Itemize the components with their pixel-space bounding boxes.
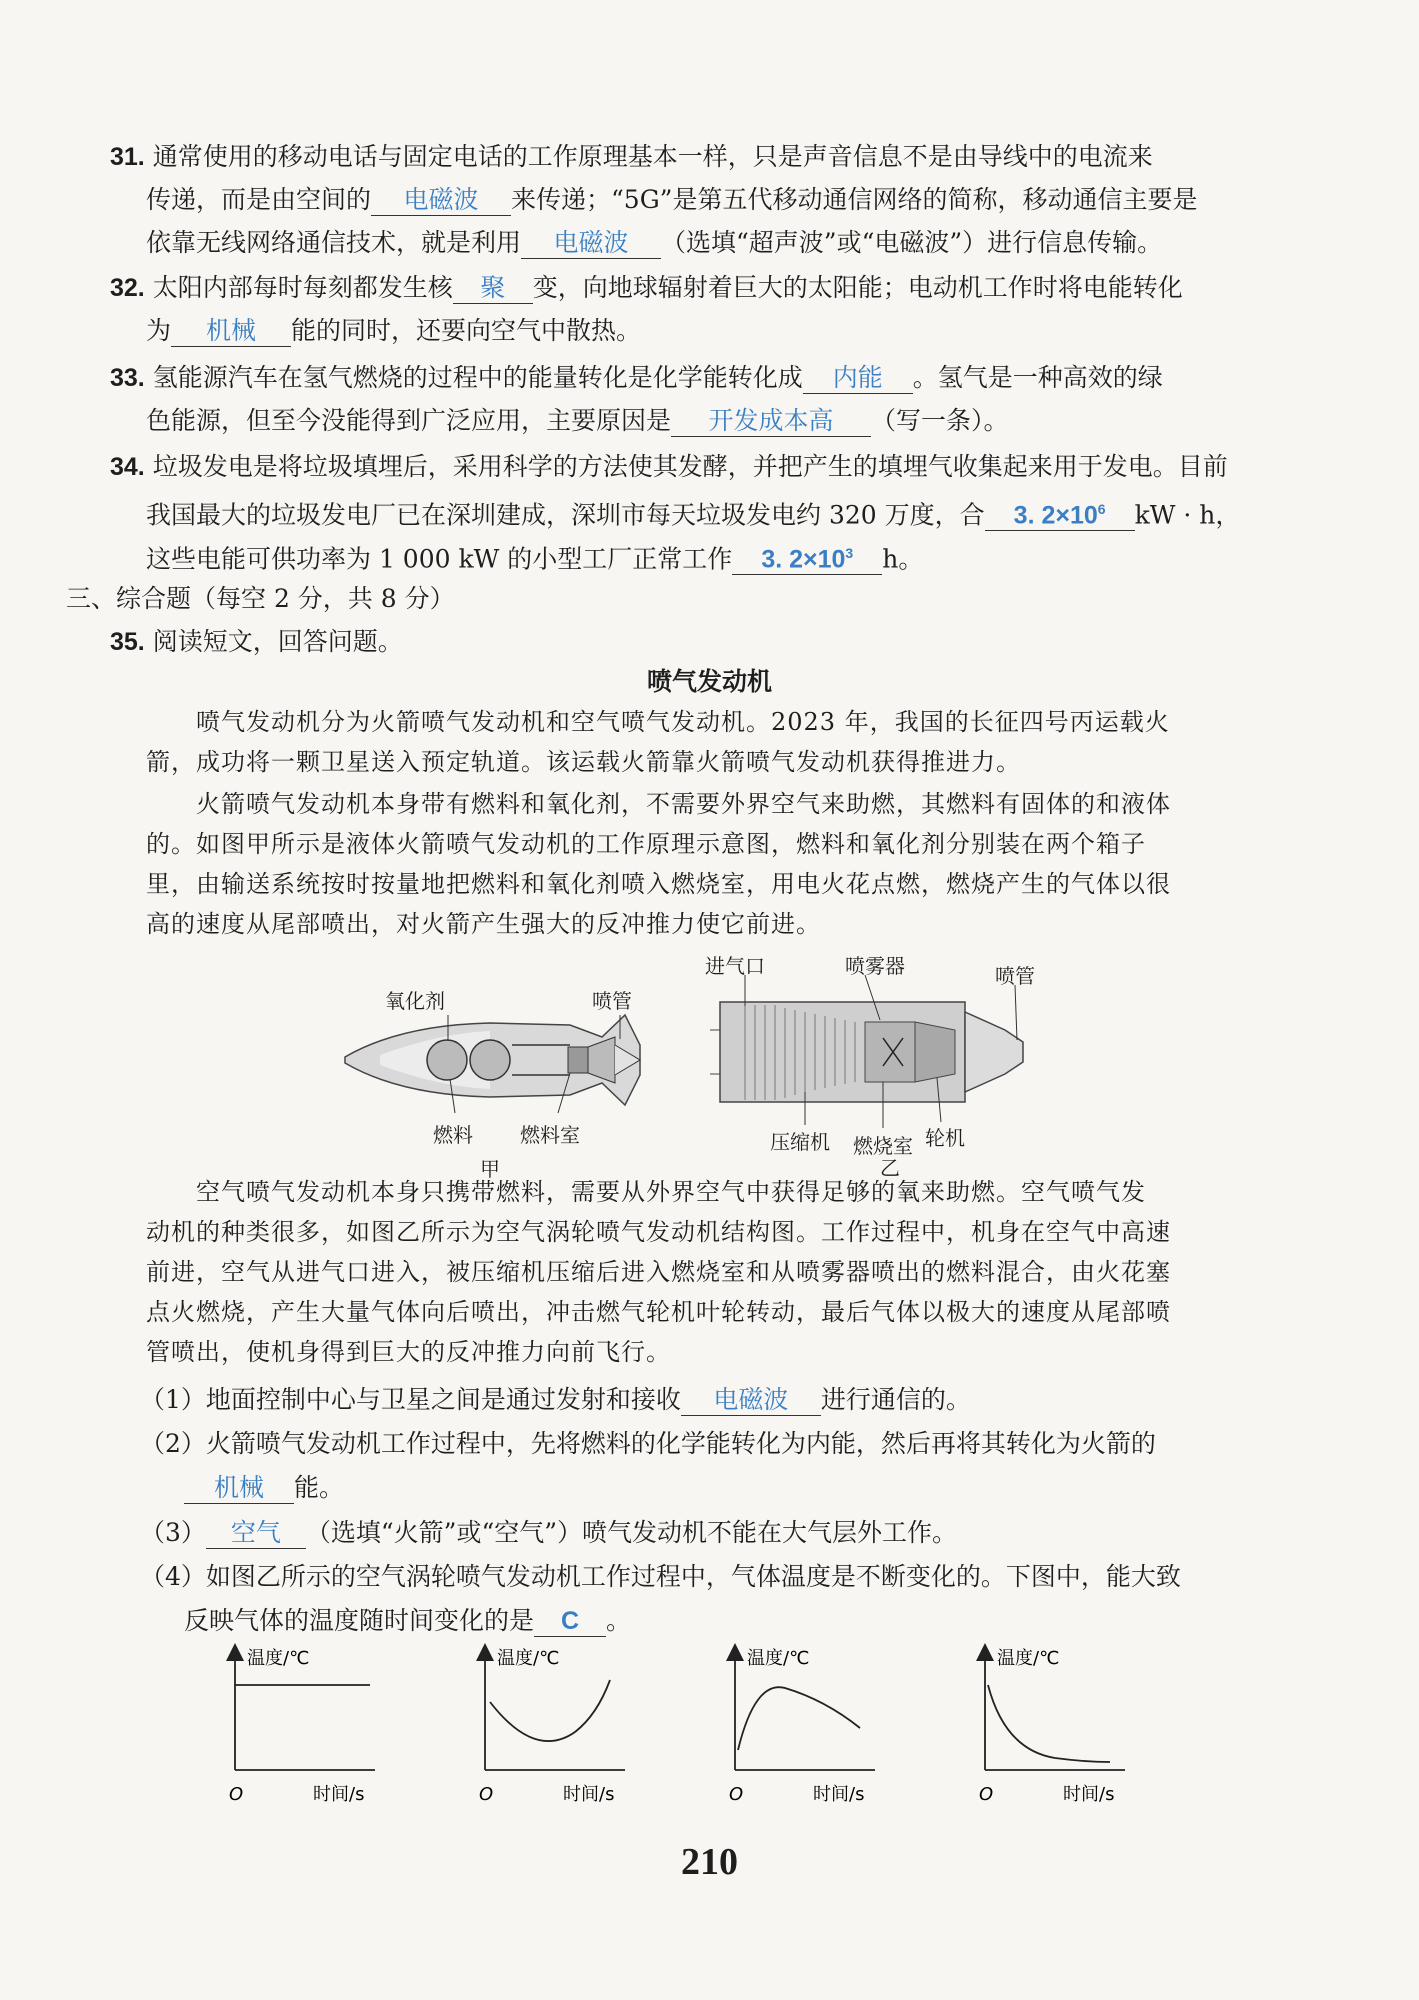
q32-answer1[interactable]: 聚	[453, 273, 533, 304]
q32-text2b: 能的同时，还要向空气中散热。	[291, 316, 642, 345]
graph-a-ylabel: 温度/℃	[247, 1648, 310, 1669]
para2-line4: 高的速度从尾部喷出，对火箭产生强大的反冲推力使它前进。	[146, 910, 821, 938]
q31-number: 31.	[110, 143, 145, 171]
q34-answer1-exponent: 6	[1097, 501, 1106, 517]
q31-text2b: 来传递；“5G”是第五代移动通信网络的简称，移动通信主要是	[511, 185, 1198, 214]
q33-text2b: （写一条）。	[871, 406, 1009, 435]
sub1-answer[interactable]: 电磁波	[681, 1385, 821, 1416]
para2-line3: 里，由输送系统按时按量地把燃料和氧化剂喷入燃烧室，用电火花点燃，燃烧产生的气体以很	[146, 870, 1171, 898]
figure-rocket	[340, 985, 700, 1181]
graph-a	[229, 1648, 375, 1805]
label-sprayer: 喷雾器	[845, 954, 905, 978]
q34-number: 34.	[110, 453, 145, 481]
q34-text2b: kW · h，	[1134, 500, 1241, 530]
graph-c-curve	[738, 1687, 860, 1750]
q32-text1b: 变，向地球辐射着巨大的太阳能；电动机工作时将电能转化	[532, 273, 1183, 302]
q32-number: 32.	[110, 274, 145, 302]
section-heading: 三、综合题（每空 2 分，共 8 分）	[66, 584, 455, 613]
caption-yi: 乙	[880, 1156, 900, 1180]
q34-answer1-base: 3. 2×10	[1013, 501, 1098, 530]
q34-text3b: h。	[882, 544, 924, 574]
sub-question-2-cont	[184, 1471, 344, 1505]
graph-d-xlabel: 时间/s	[1063, 1784, 1115, 1805]
article-paragraph-2	[146, 784, 1276, 944]
q31-answer2[interactable]: 电磁波	[521, 228, 661, 259]
article-title: 喷气发动机	[646, 667, 772, 696]
sub2-answer[interactable]: 机械	[184, 1473, 294, 1504]
q31-text3b: （选填“超声波”或“电磁波”）进行信息传输。	[661, 228, 1163, 257]
sub2-text-a: （2）火箭喷气发动机工作过程中，先将燃料的化学能转化为内能，然后再将其转化为火箭的	[140, 1429, 1156, 1458]
para2-line2: 的。如图甲所示是液体火箭喷气发动机的工作原理示意图，燃料和氧化剂分别装在两个箱子	[146, 830, 1146, 858]
q34-answer2-exponent: 3	[845, 545, 854, 561]
q31-text2a: 传递，而是由空间的	[146, 185, 372, 214]
sub4-text-b: 反映气体的温度随时间变化的是	[184, 1606, 535, 1635]
sub3-answer[interactable]: 空气	[206, 1518, 306, 1549]
q32-text2a: 为	[146, 316, 172, 345]
q31-line2	[146, 183, 1197, 217]
q34-answer2-base: 3. 2×10	[761, 545, 846, 574]
graph-b-curve	[490, 1680, 610, 1741]
sub4-text-a: （4）如图乙所示的空气涡轮喷气发动机工作过程中，气体温度是不断变化的。下图中，能大致	[140, 1562, 1181, 1591]
article-paragraph-1	[146, 702, 1276, 782]
sub3-text-b: （选填“火箭”或“空气”）喷气发动机不能在大气层外工作。	[305, 1518, 958, 1547]
q33-text1a: 氢能源汽车在氢气燃烧的过程中的能量转化是化学能转化成	[152, 363, 803, 392]
sub1-text-a: （1）地面控制中心与卫星之间是通过发射和接收	[140, 1385, 681, 1414]
sub4-text-c: 。	[606, 1606, 632, 1635]
graph-c-ylabel: 温度/℃	[747, 1648, 810, 1669]
q31-line1	[110, 140, 1153, 174]
q31-text3a: 依靠无线网络通信技术，就是利用	[146, 228, 522, 257]
sub-question-3	[140, 1516, 957, 1550]
label-rocket-nozzle: 喷管	[592, 989, 632, 1013]
graph-b-xlabel: 时间/s	[563, 1784, 615, 1805]
para3-line3: 前进，空气从进气口进入，被压缩机压缩后进入燃烧室和从喷雾器喷出的燃料混合，由火花塞	[146, 1258, 1171, 1286]
graph-a-origin: O	[229, 1784, 244, 1805]
q35-number: 35.	[110, 628, 145, 656]
graph-c	[729, 1648, 875, 1805]
q32-text1a: 太阳内部每时每刻都发生核	[152, 273, 453, 302]
q32-line2	[146, 314, 641, 348]
label-compressor: 压缩机	[770, 1130, 830, 1154]
graph-b-origin: O	[479, 1784, 494, 1805]
q33-line1	[110, 361, 1163, 395]
sub3-text-a: （3）	[140, 1518, 206, 1547]
q32-answer2[interactable]: 机械	[171, 316, 291, 347]
para3-line2: 动机的种类很多，如图乙所示为空气涡轮喷气发动机结构图。工作过程中，机身在空气中高速	[146, 1218, 1171, 1246]
figure-turbojet	[705, 950, 1065, 1180]
q34-text2a: 我国最大的垃圾发电厂已在深圳建成，深圳市每天垃圾发电约 320 万度，合	[146, 500, 985, 530]
article-paragraph-3	[146, 1172, 1276, 1372]
graph-b-ylabel: 温度/℃	[497, 1648, 560, 1669]
q34-line1	[110, 450, 1228, 484]
q34-answer1[interactable]	[985, 494, 1135, 531]
para2-line1: 火箭喷气发动机本身带有燃料和氧化剂，不需要外界空气来助燃，其燃料有固体的和液体	[196, 790, 1171, 818]
q35-line1	[110, 625, 403, 659]
q33-line2	[146, 404, 1009, 438]
q33-text1b: 。氢气是一种高效的绿	[912, 363, 1163, 392]
sub2-text-b: 能。	[294, 1473, 345, 1502]
sub1-text-b: 进行通信的。	[820, 1385, 971, 1414]
q34-line3	[146, 538, 923, 576]
para3-line4: 点火燃烧，产生大量气体向后喷出，冲击燃气轮机叶轮转动，最后气体以极大的速度从尾部喷	[146, 1298, 1171, 1326]
q34-answer2[interactable]	[732, 538, 882, 575]
sub-question-4	[140, 1560, 1181, 1594]
label-fuel: 燃料	[433, 1123, 473, 1147]
page-number: 210	[681, 1841, 738, 1883]
graph-a-xlabel: 时间/s	[313, 1784, 365, 1805]
q32-line1	[110, 271, 1183, 305]
label-fuel-chamber: 燃料室	[520, 1123, 580, 1147]
label-combustion-chamber: 燃烧室	[853, 1134, 913, 1158]
sub-question-2	[140, 1427, 1156, 1461]
para3-line1: 空气喷气发动机本身只携带燃料，需要从外界空气中获得足够的氧来助燃。空气喷气发	[196, 1178, 1146, 1206]
q31-answer1[interactable]: 电磁波	[371, 185, 511, 216]
label-air-intake: 进气口	[705, 954, 765, 978]
sub-question-4-cont	[184, 1604, 631, 1638]
graph-d-curve	[988, 1685, 1110, 1762]
graph-c-xlabel: 时间/s	[813, 1784, 865, 1805]
q34-text1: 垃圾发电是将垃圾填埋后，采用科学的方法使其发酵，并把产生的填埋气收集起来用于发电。目前	[152, 452, 1228, 481]
q33-answer1[interactable]: 内能	[803, 363, 913, 394]
option-graphs	[225, 1640, 1225, 1810]
q33-number: 33.	[110, 364, 145, 392]
para1-line2: 箭，成功将一颗卫星送入预定轨道。该运载火箭靠火箭喷气发动机获得推进力。	[146, 748, 1021, 776]
graph-d-origin: O	[979, 1784, 994, 1805]
q35-prompt: 阅读短文，回答问题。	[152, 627, 403, 656]
para3-line5: 管喷出，使机身得到巨大的反冲推力向前飞行。	[146, 1338, 671, 1366]
q31-text1: 通常使用的移动电话与固定电话的工作原理基本一样，只是声音信息不是由导线中的电流来	[152, 142, 1153, 171]
graph-d	[979, 1648, 1125, 1805]
sub-question-1	[140, 1383, 971, 1417]
sub4-answer[interactable]: C	[534, 1606, 606, 1637]
graph-d-ylabel: 温度/℃	[997, 1648, 1060, 1669]
q33-answer2[interactable]: 开发成本高	[671, 406, 871, 437]
q33-text2a: 色能源，但至今没能得到广泛应用，主要原因是	[146, 406, 672, 435]
label-jet-nozzle: 喷管	[995, 964, 1035, 988]
caption-jia: 甲	[480, 1157, 500, 1181]
graph-b	[479, 1648, 625, 1805]
para1-line1: 喷气发动机分为火箭喷气发动机和空气喷气发动机。2023 年，我国的长征四号丙运载火	[196, 708, 1170, 736]
q34-line2	[146, 494, 1240, 532]
graph-c-origin: O	[729, 1784, 744, 1805]
q31-line3	[146, 226, 1162, 260]
label-oxidizer: 氧化剂	[385, 989, 445, 1013]
q34-text3a: 这些电能可供功率为 1 000 kW 的小型工厂正常工作	[146, 544, 733, 574]
label-turbine: 轮机	[925, 1126, 965, 1150]
